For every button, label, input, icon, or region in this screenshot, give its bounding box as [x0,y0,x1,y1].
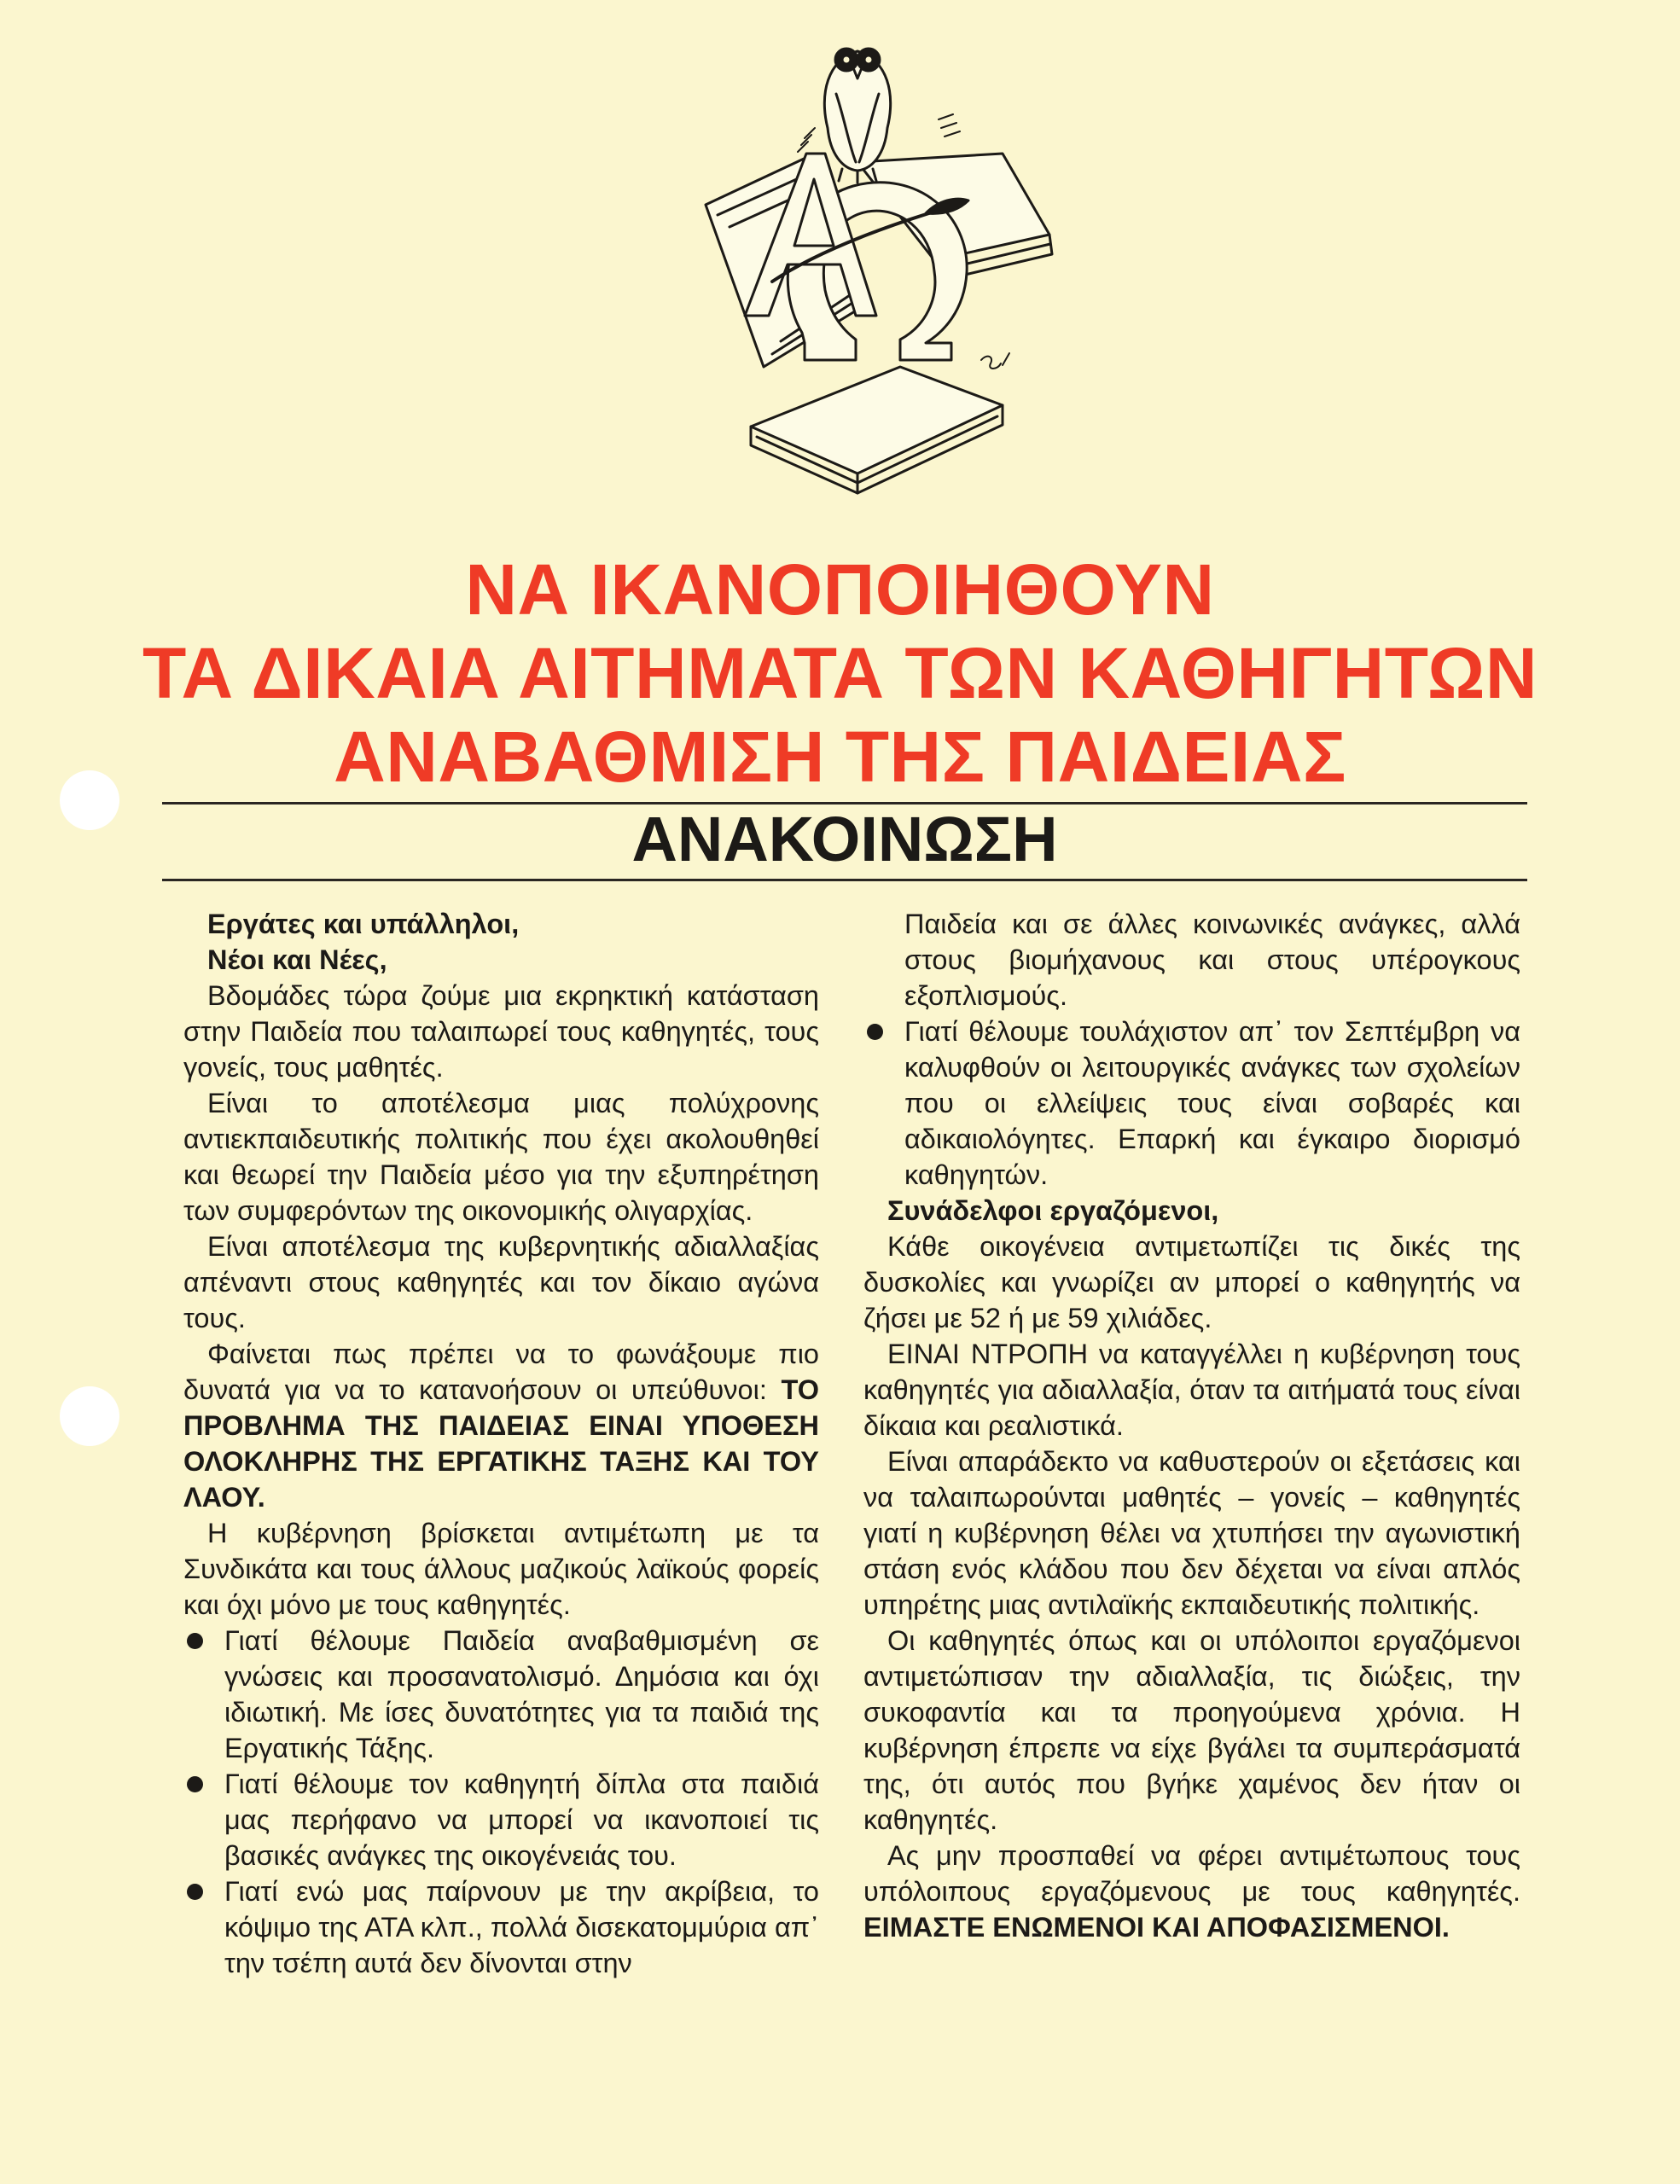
paragraph-continued: Παιδεία και σε άλλες κοινωνικές ανάγκες, αλλά στους βιομήχανους και στους υπέρογκους εξοπλισμούς. [904,909,1520,1011]
divider-bottom [162,879,1527,881]
paragraph: ΕΙΝΑΙ ΝΤΡΟΠΗ να καταγγέλλει η κυβέρνηση τους καθηγητές για αδιαλλαξία, όταν τα αιτήματά τους είναι δίκαια και ρεαλιστικά. [863,1339,1520,1441]
paragraph: Βδομάδες τώρα ζούμε μια εκρηκτική κατάσταση στην Παιδεία που ταλαιπωρεί τους καθηγητές, τους γονείς, τους μαθητές. [183,980,819,1083]
greeting-workers: Εργάτες και υπάλληλοι, [207,909,520,939]
list-item: Γιατί θέλουμε τουλάχιστον απ᾽ τον Σεπτέμβρη να καλυφθούν οι λειτουργικές ανάγκες των σχολείων που οι ελλείψεις τους είναι σοβαρές και αδικαιολόγητες. Επαρκή και έγκαιρο διορισμό καθηγητών. [863,1014,1520,1193]
headline-line-1: ΝΑ ΙΚΑΝΟΠΟΙΗΘΟΥΝ [465,549,1215,630]
list-item: Γιατί ενώ μας παίρνουν με την ακρίβεια, το κόψιμο της ΑΤΑ κλπ., πολλά δισεκατομμύρια απ᾽ την τσέπη αυτά δεν δίνονται στην [183,1873,819,1981]
paragraph: Η κυβέρνηση βρίσκεται αντιμέτωπη με τα Συνδικάτα και τους άλλους μαζικούς λαϊκούς φορείς και όχι μόνο με τους καθηγητές. [183,1518,819,1620]
paragraph: Είναι αποτέλεσμα της κυβερνητικής αδιαλλαξίας απέναντι στους καθηγητές και τον δίκαιο αγώνα τους. [183,1231,819,1333]
paragraph-text: Ας μην προσπαθεί να φέρει αντιμέτωπους τους υπόλοιπους εργαζόμενους με τους καθηγητές. [863,1840,1520,1907]
paragraph: Είναι απαράδεκτο να καθυστερούν οι εξετάσεις και να ταλαιπωρούνται μαθητές – γονείς – καθηγητές γιατί η κυβέρνηση θέλει να χτυπήσει την αγωνιστική στάση ενός κλάδου που δεν δέχεται να είναι απλός υπηρέτης μιας αντιλαϊκής εκπαιδευτικής πολιτικής. [863,1446,1520,1620]
paragraph: Είναι το αποτέλεσμα μιας πολύχρονης αντιεκπαιδευτικής πολιτικής που έχει ακολουθηθεί και θεωρεί την Παιδεία μέσο για την εξυπηρέτηση των συμφερόντων της οικονομικής ολιγαρχίας. [183,1088,819,1226]
list-item: Γιατί θέλουμε Παιδεία αναβαθμισμένη σε γνώσεις και προσανατολισμό. Δημόσια και όχι ιδιωτική. Με ίσες δυνατότητες για τα παιδιά της Εργατικής Τάξης. [183,1623,819,1766]
greeting-colleagues: Συνάδελφοι εργαζόμενοι, [887,1195,1219,1226]
demands-list [863,1014,1520,1193]
left-column [183,906,819,1981]
demands-list [183,1623,819,1981]
right-column [863,906,1520,1945]
closing-slogan: ΕΙΜΑΣΤΕ ΕΝΩΜΕΝΟΙ ΚΑΙ ΑΠΟΦΑΣΙΣΜΕΝΟΙ. [863,1912,1450,1943]
owl-alpha-omega-books-logo [644,26,1088,533]
paragraph: Οι καθηγητές όπως και οι υπόλοιποι εργαζόμενοι αντιμετώπισαν την αδιαλλαξία, τις διώξεις, την συκοφαντία και τα προηγούμενα χρόνια. Η κυβέρνηση έπρεπε να είχε βγάλει τα συμπεράσματά της, ότι αυτός που βγήκε χαμένος δεν ήταν οι καθηγητές. [863,1625,1520,1835]
paragraph: Κάθε οικογένεια αντιμετωπίζει τις δικές της δυσκολίες και γνωρίζει αν μπορεί ο καθηγητής να ζήσει με 52 ή με 59 χιλιάδες. [863,1231,1520,1333]
headline-line-2: ΤΑ ΔΙΚΑΙΑ ΑΙΤΗΜΑΤΑ ΤΩΝ ΚΑΘΗΓΗΤΩΝ [142,633,1538,713]
headline-line-3: ΑΝΑΒΑΘΜΙΣΗ ΤΗΣ ΠΑΙΔΕΙΑΣ [334,717,1346,797]
paragraph [183,1336,819,1515]
announcement-title: ΑΝΑΚΟΙΝΩΣΗ [631,804,1058,874]
headline [51,548,1629,799]
greeting-youth: Νέοι και Νέες, [207,944,387,975]
punch-hole-bottom [60,1386,119,1446]
paragraph-text: Φαίνεται πως πρέπει να το φωνάξουμε πιο δυνατά για να το κατανοήσουν οι υπεύθυνοι: [183,1339,819,1405]
list-item: Γιατί θέλουμε τον καθηγητή δίπλα στα παιδιά μας περήφανο να μπορεί να ικανοποιεί τις βασικές ανάγκες της οικογένειάς του. [183,1766,819,1873]
emphasis-text: ΤΟ ΠΡΟΒΛΗΜΑ ΤΗΣ ΠΑΙΔΕΙΑΣ ΕΙΝΑΙ ΥΠΟΘΕΣΗ ΟΛΟΚΛΗΡΗΣ ΤΗΣ ΕΡΓΑΤΙΚΗΣ ΤΑΞΗΣ ΚΑΙ ΤΟΥ ΛΑΟΥ. [183,1374,819,1513]
paragraph [863,1838,1520,1945]
